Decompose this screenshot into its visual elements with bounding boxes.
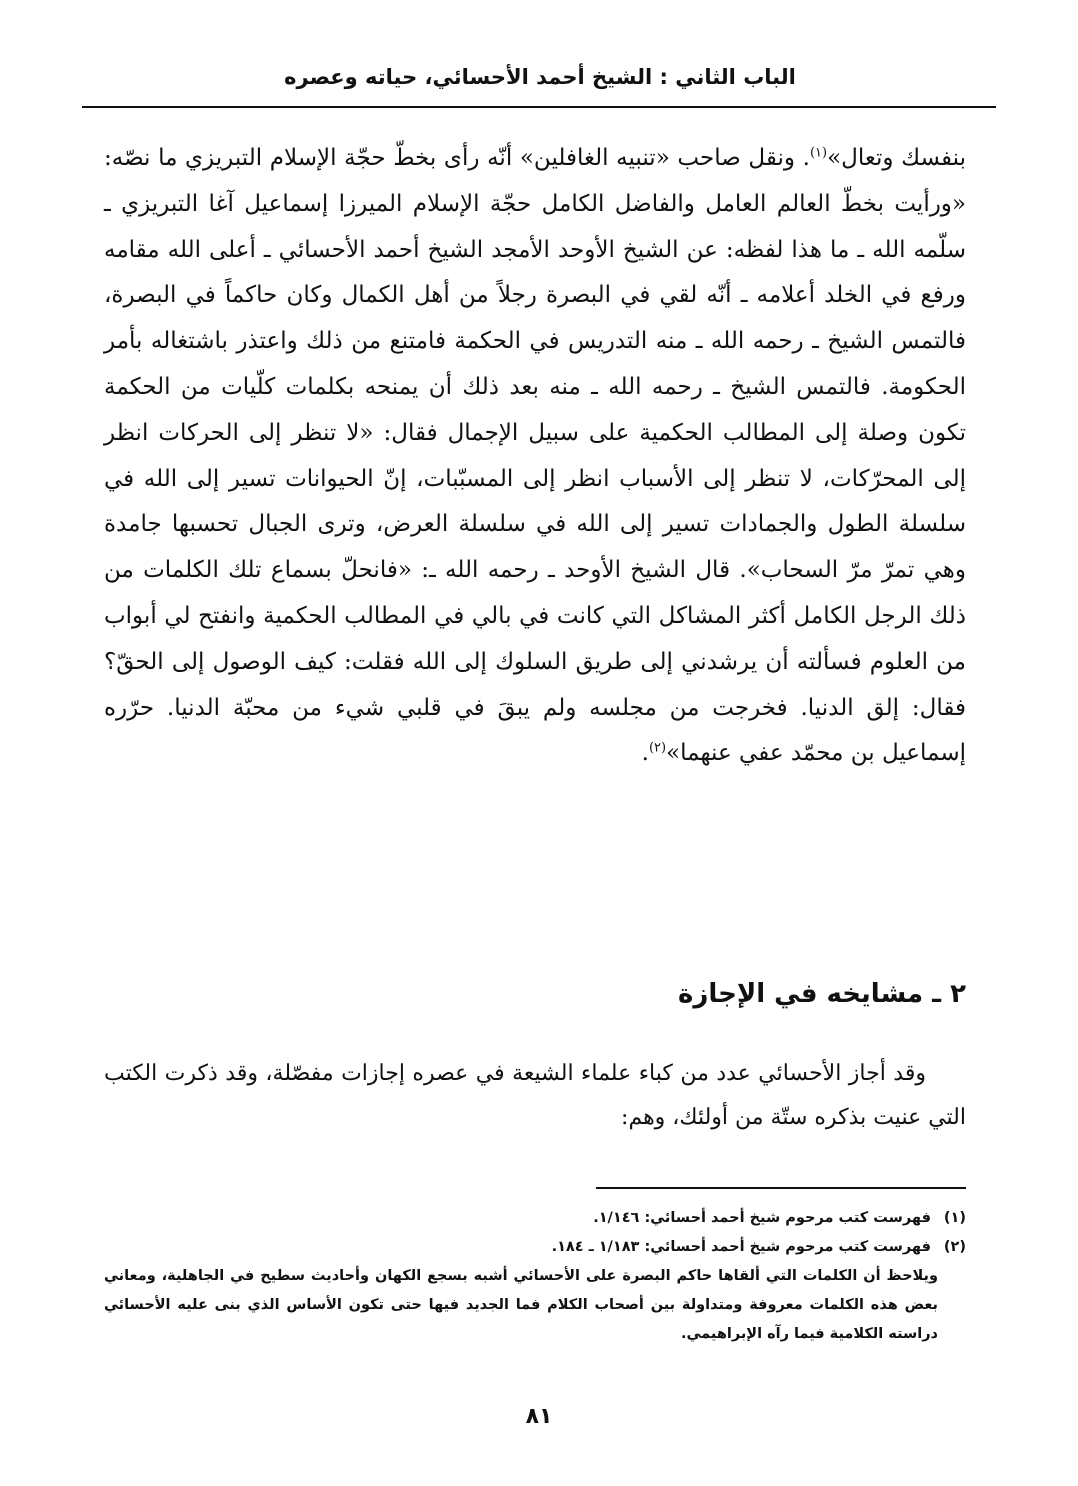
footnote-1 <box>104 1204 966 1233</box>
main-text <box>104 136 966 777</box>
para-main: . ونقل صاحب «تنبيه الغافلين» أنّه رأى بخطّ حجّة الإسلام التبريزي ما نصّه: «ورأيت بخطّ العالم العامل والفاضل الكامل حجّة الإسلام الميرزا إسماعيل آغا التبريزي ـ سلّمه الله ـ ما هذا لفظه: عن الشيخ الأوحد الأمجد الشيخ أحمد الأحسائي ـ أعلى الله مقامه ورفع في الخلد أعلامه ـ أنّه لقي في البصرة رجلاً من أهل الكمال وكان حاكماً في البصرة، فالتمس الشيخ ـ رحمه الله ـ منه التدريس في الحكمة فامتنع من ذلك واعتذر باشتغاله بأمر الحكومة. فالتمس الشيخ ـ رحمه الله ـ منه بعد ذلك أن يمنحه بكلمات كلّيات من الحكمة تكون وصلة إلى المطالب الحكمية على سبيل الإجمال فقال: «لا تنظر إلى الحركات انظر إلى المحرّكات، لا تنظر إلى الأسباب انظر إلى المسبّبات، إنّ الحيوانات تسير إلى الله في سلسلة الطول والجمادات تسير إلى الله في سلسلة العرض، وترى الجبال تحسبها جامدة وهي تمرّ مرّ السحاب». قال الشيخ الأوحد ـ رحمه الله ـ: «فانحلّ بسماع تلك الكلمات من ذلك الرجل الكامل أكثر المشاكل التي كانت في بالي في المطالب الحكمية وانفتح لي أبواب من العلوم فسألته أن يرشدني إلى طريق السلوك إلى الله فقلت: كيف الوصول إلى الحقّ؟ فقال: إلق الدنيا. فخرجت من مجلسه ولم يبقَ في قلبي شيء من محبّة الدنيا. حرّره إسماعيل بن محمّد عفي عنهما» <box>104 145 966 767</box>
header-rule <box>82 106 996 108</box>
section-paragraph-text: وقد أجاز الأحسائي عدد من كباء علماء الشيعة في عصره إجازات مفصّلة، وقد ذكرت الكتب التي عنيت بذكره ستّة من أولئك، وهم: <box>104 1061 966 1130</box>
section-paragraph <box>104 1052 966 1140</box>
footnote-1-text: فهرست كتب مرحوم شيخ أحمد أحسائي: ١/١٤٦. <box>593 1210 931 1226</box>
running-header: الباب الثاني : الشيخ أحمد الأحسائي، حياته وعصره <box>284 65 796 89</box>
footnote-rule <box>596 1187 966 1189</box>
section-heading: ٢ ـ مشايخه في الإجازة <box>678 979 966 1009</box>
page-number: ٨١ <box>525 1404 553 1429</box>
main-paragraph <box>104 136 966 777</box>
footnote-ref-2[interactable]: (٢) <box>648 740 667 756</box>
footnote-2 <box>104 1233 966 1262</box>
footnote-2-number: (٢) <box>943 1239 966 1255</box>
footnote-1-number: (١) <box>943 1210 966 1226</box>
footnote-2-text: فهرست كتب مرحوم شيخ أحمد أحسائي: ١/١٨٣ ـ ١٨٤. <box>551 1239 931 1255</box>
footnote-2-note: ويلاحظ أن الكلمات التي ألقاها حاكم البصرة على الأحسائي أشبه بسجع الكهان وأحاديث سطيح في الجاهلية، ومعاني بعض هذه الكلمات معروفة ومتداولة بين أصحاب الكلام فما الجديد فيها حتى تكون الأساس الذي بنى عليه الأحسائي دراسته الكلامية فيما رآه الإبراهيمي. <box>104 1268 938 1342</box>
para-end: . <box>641 740 649 767</box>
footnotes <box>104 1204 966 1349</box>
footnote-ref-1[interactable]: (١) <box>809 145 828 161</box>
para-start: بنفسك وتعال» <box>827 145 967 171</box>
